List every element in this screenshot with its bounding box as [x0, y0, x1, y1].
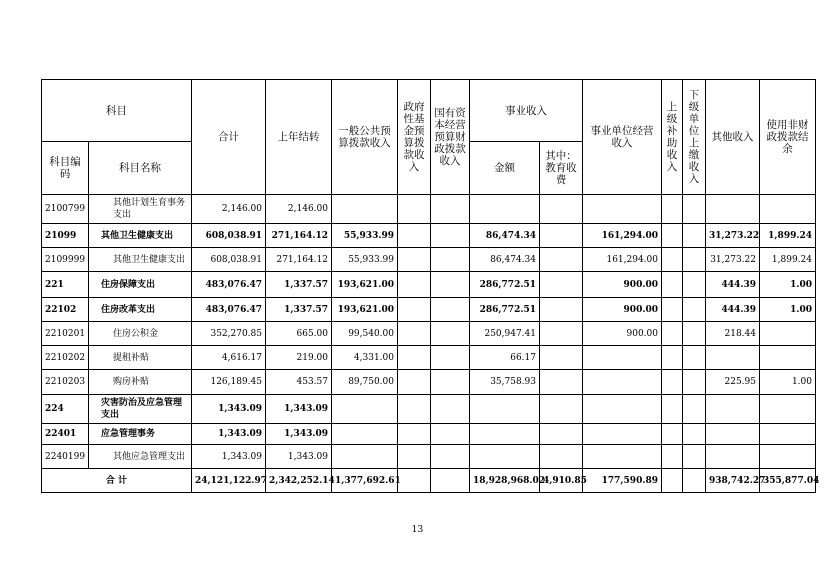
table-row — [42, 370, 816, 395]
cell-edu-fee — [540, 224, 583, 248]
cell-superior-subsidy — [662, 424, 683, 445]
cell-non-fiscal: 1.00 — [760, 370, 816, 395]
cell-superior-subsidy — [662, 370, 683, 395]
cell-other: 444.39 — [706, 298, 760, 322]
cell-edu-fee — [540, 445, 583, 469]
cell-carryover: 2,146.00 — [266, 195, 332, 224]
header-state-capital: 国有资本经营预算财政拨款收入 — [431, 80, 470, 195]
subject-code: 2109999 — [42, 248, 89, 272]
cell-operating: 161,294.00 — [583, 224, 662, 248]
cell-total: 352,270.85 — [192, 322, 266, 346]
table-row — [42, 424, 816, 445]
total-cell: 2,342,252.14 — [266, 469, 332, 493]
cell-total: 1,343.09 — [192, 445, 266, 469]
cell-general — [332, 395, 398, 424]
cell-subordinate — [683, 272, 706, 298]
cell-state-capital — [431, 395, 470, 424]
cell-general: 99,540.00 — [332, 322, 398, 346]
cell-edu-fee — [540, 424, 583, 445]
cell-total: 4,616.17 — [192, 346, 266, 370]
cell-gov-fund — [398, 424, 431, 445]
cell-other: 444.39 — [706, 272, 760, 298]
cell-gov-fund — [398, 272, 431, 298]
cell-total: 1,343.09 — [192, 395, 266, 424]
cell-general: 4,331.00 — [332, 346, 398, 370]
cell-other — [706, 445, 760, 469]
cell-non-fiscal — [760, 346, 816, 370]
subject-code: 2210203 — [42, 370, 89, 395]
cell-general — [332, 195, 398, 224]
total-cell: 1,377,692.61 — [332, 469, 398, 493]
header-undertaking-income: 事业收入 — [470, 80, 583, 142]
cell-total: 126,189.45 — [192, 370, 266, 395]
cell-operating: 900.00 — [583, 272, 662, 298]
subject-code: 221 — [42, 272, 89, 298]
cell-subordinate — [683, 322, 706, 346]
cell-operating: 161,294.00 — [583, 248, 662, 272]
cell-carryover: 271,164.12 — [266, 224, 332, 248]
cell-state-capital — [431, 322, 470, 346]
cell-superior-subsidy — [662, 195, 683, 224]
cell-other — [706, 346, 760, 370]
cell-subordinate — [683, 424, 706, 445]
cell-edu-fee — [540, 272, 583, 298]
cell-general: 55,933.99 — [332, 224, 398, 248]
cell-carryover: 219.00 — [266, 346, 332, 370]
header-subordinate-income: 下级单位上缴收入 — [683, 80, 706, 195]
cell-other: 218.44 — [706, 322, 760, 346]
cell-operating — [583, 424, 662, 445]
cell-gov-fund — [398, 224, 431, 248]
cell-subordinate — [683, 298, 706, 322]
cell-general: 89,750.00 — [332, 370, 398, 395]
cell-carryover: 1,343.09 — [266, 424, 332, 445]
header-code: 科目编码 — [42, 142, 89, 195]
subject-code: 2210201 — [42, 322, 89, 346]
cell-general: 193,621.00 — [332, 272, 398, 298]
cell-operating — [583, 346, 662, 370]
cell-general: 193,621.00 — [332, 298, 398, 322]
cell-gov-fund — [398, 445, 431, 469]
cell-total: 608,038.91 — [192, 224, 266, 248]
cell-edu-fee — [540, 195, 583, 224]
cell-carryover: 1,337.57 — [266, 298, 332, 322]
subject-code: 224 — [42, 395, 89, 424]
cell-other — [706, 195, 760, 224]
cell-non-fiscal: 1.00 — [760, 298, 816, 322]
cell-state-capital — [431, 248, 470, 272]
cell-non-fiscal: 1,899.24 — [760, 248, 816, 272]
subject-name: 住房改革支出 — [89, 298, 192, 322]
header-gov-fund: 政府性基金预算拨款收入 — [398, 80, 431, 195]
cell-general — [332, 424, 398, 445]
total-row — [42, 469, 816, 493]
cell-general — [332, 445, 398, 469]
subject-name: 住房保障支出 — [89, 272, 192, 298]
cell-operating — [583, 370, 662, 395]
cell-state-capital — [431, 445, 470, 469]
cell-edu-fee — [540, 298, 583, 322]
cell-amount: 286,772.51 — [470, 298, 540, 322]
table-row — [42, 224, 816, 248]
cell-carryover: 271,164.12 — [266, 248, 332, 272]
cell-gov-fund — [398, 248, 431, 272]
cell-superior-subsidy — [662, 445, 683, 469]
total-cell: 24,121,122.97 — [192, 469, 266, 493]
cell-superior-subsidy — [662, 346, 683, 370]
table-row — [42, 322, 816, 346]
header-amount: 金额 — [470, 142, 540, 195]
total-cell — [398, 469, 431, 493]
cell-superior-subsidy — [662, 298, 683, 322]
cell-operating: 900.00 — [583, 322, 662, 346]
cell-other: 225.95 — [706, 370, 760, 395]
cell-carryover: 1,343.09 — [266, 395, 332, 424]
cell-edu-fee — [540, 322, 583, 346]
cell-gov-fund — [398, 370, 431, 395]
header-carryover: 上年结转 — [266, 80, 332, 195]
subject-code: 2100799 — [42, 195, 89, 224]
cell-total: 483,076.47 — [192, 272, 266, 298]
cell-state-capital — [431, 346, 470, 370]
cell-non-fiscal: 1,899.24 — [760, 224, 816, 248]
cell-gov-fund — [398, 395, 431, 424]
cell-non-fiscal — [760, 322, 816, 346]
cell-superior-subsidy — [662, 248, 683, 272]
cell-subordinate — [683, 195, 706, 224]
header-superior-subsidy: 上级补助收入 — [662, 80, 683, 195]
cell-gov-fund — [398, 298, 431, 322]
cell-other — [706, 395, 760, 424]
cell-superior-subsidy — [662, 322, 683, 346]
cell-subordinate — [683, 248, 706, 272]
subject-code: 22102 — [42, 298, 89, 322]
cell-carryover: 1,343.09 — [266, 445, 332, 469]
subject-name: 其他卫生健康支出 — [89, 224, 192, 248]
subject-name: 其他卫生健康支出 — [89, 248, 192, 272]
cell-total: 1,343.09 — [192, 424, 266, 445]
cell-total: 608,038.91 — [192, 248, 266, 272]
budget-income-table — [41, 79, 820, 493]
cell-gov-fund — [398, 322, 431, 346]
cell-gov-fund — [398, 195, 431, 224]
cell-non-fiscal — [760, 395, 816, 424]
table-row — [42, 445, 816, 469]
cell-edu-fee — [540, 395, 583, 424]
total-cell — [662, 469, 683, 493]
header-general-budget: 一般公共预算拨款收入 — [332, 80, 398, 195]
cell-amount: 86,474.34 — [470, 224, 540, 248]
subject-name: 其他计划生育事务支出 — [89, 195, 192, 224]
cell-general: 55,933.99 — [332, 248, 398, 272]
header-edu-fee: 其中：教育收费 — [540, 142, 583, 195]
table-row — [42, 272, 816, 298]
header-name: 科目名称 — [89, 142, 192, 195]
cell-non-fiscal — [760, 445, 816, 469]
header-other-income: 其他收入 — [706, 80, 760, 195]
cell-subordinate — [683, 395, 706, 424]
cell-carryover: 1,337.57 — [266, 272, 332, 298]
cell-superior-subsidy — [662, 395, 683, 424]
header-operating-income: 事业单位经营收入 — [583, 80, 662, 195]
subject-name: 灾害防治及应急管理支出 — [89, 395, 192, 424]
cell-subordinate — [683, 370, 706, 395]
cell-subordinate — [683, 445, 706, 469]
cell-amount — [470, 445, 540, 469]
cell-amount — [470, 195, 540, 224]
cell-superior-subsidy — [662, 224, 683, 248]
cell-state-capital — [431, 272, 470, 298]
subject-code: 21099 — [42, 224, 89, 248]
cell-non-fiscal: 1.00 — [760, 272, 816, 298]
cell-amount — [470, 395, 540, 424]
cell-state-capital — [431, 195, 470, 224]
table-row — [42, 248, 816, 272]
cell-subordinate — [683, 346, 706, 370]
subject-name: 住房公积金 — [89, 322, 192, 346]
subject-code: 22401 — [42, 424, 89, 445]
cell-operating — [583, 445, 662, 469]
cell-gov-fund — [398, 346, 431, 370]
cell-total: 483,076.47 — [192, 298, 266, 322]
total-cell: 177,590.89 — [583, 469, 662, 493]
page-number: 13 — [411, 525, 424, 535]
subject-code: 2210202 — [42, 346, 89, 370]
total-label: 合 计 — [42, 469, 192, 493]
total-cell: 4,910.85 — [540, 469, 583, 493]
cell-amount — [470, 424, 540, 445]
subject-name: 其他应急管理支出 — [89, 445, 192, 469]
cell-edu-fee — [540, 370, 583, 395]
cell-other: 31,273.22 — [706, 248, 760, 272]
header-subject: 科目 — [42, 80, 192, 142]
cell-state-capital — [431, 298, 470, 322]
table-row — [42, 346, 816, 370]
total-cell — [431, 469, 470, 493]
table-row — [42, 298, 816, 322]
cell-state-capital — [431, 370, 470, 395]
cell-state-capital — [431, 224, 470, 248]
cell-edu-fee — [540, 248, 583, 272]
cell-non-fiscal — [760, 424, 816, 445]
total-cell: 355,877.04 — [760, 469, 816, 493]
cell-operating — [583, 395, 662, 424]
cell-amount: 35,758.93 — [470, 370, 540, 395]
total-cell: 938,742.27 — [706, 469, 760, 493]
subject-name: 购房补贴 — [89, 370, 192, 395]
cell-non-fiscal — [760, 195, 816, 224]
subject-name: 应急管理事务 — [89, 424, 192, 445]
subject-name: 提租补贴 — [89, 346, 192, 370]
cell-amount: 286,772.51 — [470, 272, 540, 298]
cell-amount: 66.17 — [470, 346, 540, 370]
cell-edu-fee — [540, 346, 583, 370]
table-row — [42, 395, 816, 424]
subject-code: 2240199 — [42, 445, 89, 469]
total-cell — [683, 469, 706, 493]
cell-state-capital — [431, 424, 470, 445]
header-total: 合计 — [192, 80, 266, 195]
cell-other — [706, 424, 760, 445]
cell-other: 31,273.22 — [706, 224, 760, 248]
cell-carryover: 665.00 — [266, 322, 332, 346]
cell-operating — [583, 195, 662, 224]
cell-amount: 86,474.34 — [470, 248, 540, 272]
cell-total: 2,146.00 — [192, 195, 266, 224]
cell-amount: 250,947.41 — [470, 322, 540, 346]
cell-operating: 900.00 — [583, 298, 662, 322]
cell-superior-subsidy — [662, 272, 683, 298]
table-row — [42, 195, 816, 224]
header-non-fiscal-balance: 使用非财政拨款结余 — [760, 80, 816, 195]
total-cell: 18,928,968.02 — [470, 469, 540, 493]
cell-subordinate — [683, 224, 706, 248]
cell-carryover: 453.57 — [266, 370, 332, 395]
